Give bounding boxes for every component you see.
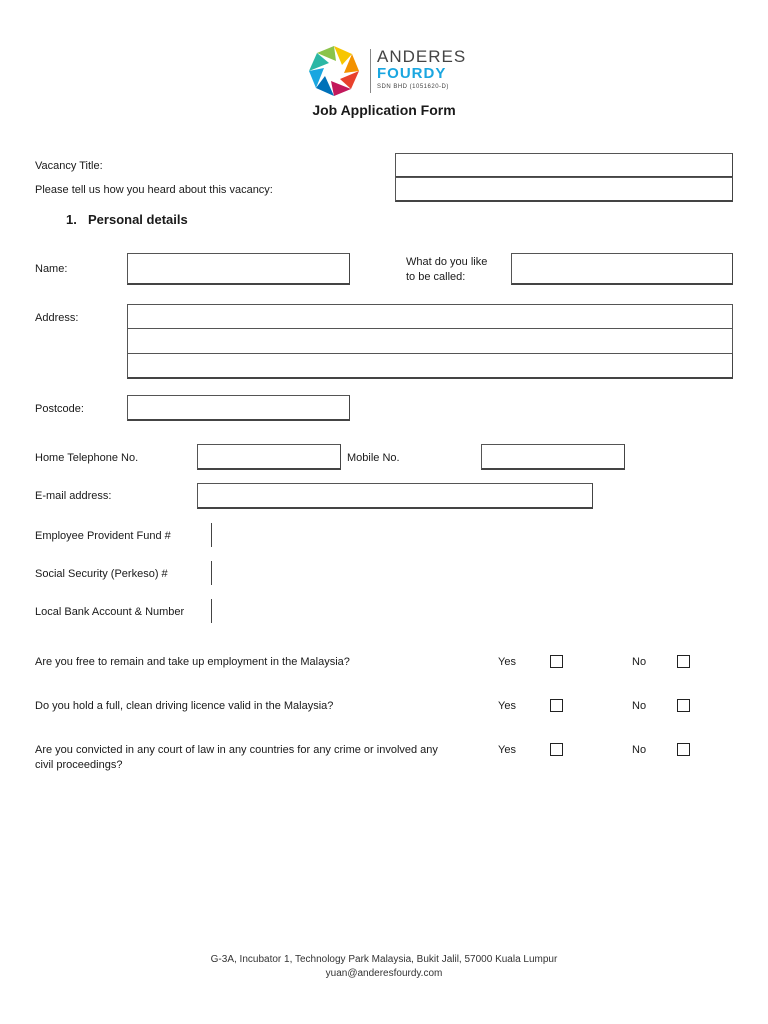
socso-label: Social Security (Perkeso) #: [35, 568, 168, 580]
heard-about-label: Please tell us how you heard about this vacancy:: [35, 184, 273, 196]
mobile-field[interactable]: [481, 444, 625, 470]
email-label: E-mail address:: [35, 490, 112, 502]
name-field[interactable]: [127, 253, 350, 285]
company-logo: [306, 43, 466, 99]
form-title: Job Application Form: [312, 102, 456, 118]
home-tel-field[interactable]: [197, 444, 341, 470]
logo-name-line1: ANDERES: [377, 47, 467, 66]
address-line2-field[interactable]: [127, 328, 733, 354]
no-label: No: [632, 700, 647, 712]
yes-checkbox[interactable]: [550, 699, 563, 712]
logo-name-line2: FOURDY: [377, 65, 447, 82]
address-line3-field[interactable]: [127, 353, 733, 379]
no-checkbox[interactable]: [677, 743, 690, 756]
address-label: Address:: [35, 312, 79, 324]
postcode-label: Postcode:: [35, 403, 84, 415]
yes-label: Yes: [498, 744, 516, 756]
address-line1-field[interactable]: [127, 304, 733, 329]
postcode-field[interactable]: [127, 395, 350, 421]
mobile-label: Mobile No.: [347, 452, 400, 464]
home-tel-label: Home Telephone No.: [35, 452, 139, 464]
name-label: Name:: [35, 263, 68, 275]
vacancy-title-label: Vacancy Title:: [35, 160, 103, 172]
email-field[interactable]: [197, 483, 593, 509]
yes-checkbox[interactable]: [550, 743, 563, 756]
heard-about-field[interactable]: [395, 177, 733, 202]
section-number: 1.: [66, 212, 77, 227]
logo-divider: [370, 49, 371, 93]
epf-label: Employee Provident Fund #: [35, 530, 171, 542]
footer-email: yuan@anderesfourdy.com: [325, 968, 443, 979]
bank-label: Local Bank Account & Number: [35, 606, 185, 618]
yes-checkbox[interactable]: [550, 655, 563, 668]
bank-field[interactable]: [211, 599, 212, 623]
no-checkbox[interactable]: [677, 655, 690, 668]
called-field[interactable]: [511, 253, 733, 285]
section-title: Personal details: [88, 212, 188, 227]
aperture-logo-icon: [306, 43, 362, 99]
yes-label: Yes: [498, 700, 516, 712]
vacancy-title-field[interactable]: [395, 153, 733, 178]
question-text: Do you hold a full, clean driving licence valid in the Malaysia?: [35, 700, 334, 712]
footer-address: G-3A, Incubator 1, Technology Park Malaysia, Bukit Jalil, 57000 Kuala Lumpur: [210, 954, 558, 965]
logo-company-reg: SDN BHD (1051620-D): [377, 84, 449, 90]
epf-field[interactable]: [211, 523, 212, 547]
socso-field[interactable]: [211, 561, 212, 585]
called-label-line2: to be called:: [406, 271, 466, 283]
yes-label: Yes: [498, 656, 516, 668]
no-label: No: [632, 744, 647, 756]
called-label-line1: What do you like: [406, 256, 488, 268]
no-label: No: [632, 656, 647, 668]
no-checkbox[interactable]: [677, 699, 690, 712]
question-text: Are you free to remain and take up employment in the Malaysia?: [35, 656, 350, 668]
question-text-line2: civil proceedings?: [35, 759, 123, 771]
question-text: Are you convicted in any court of law in any countries for any crime or involved any: [35, 744, 438, 756]
